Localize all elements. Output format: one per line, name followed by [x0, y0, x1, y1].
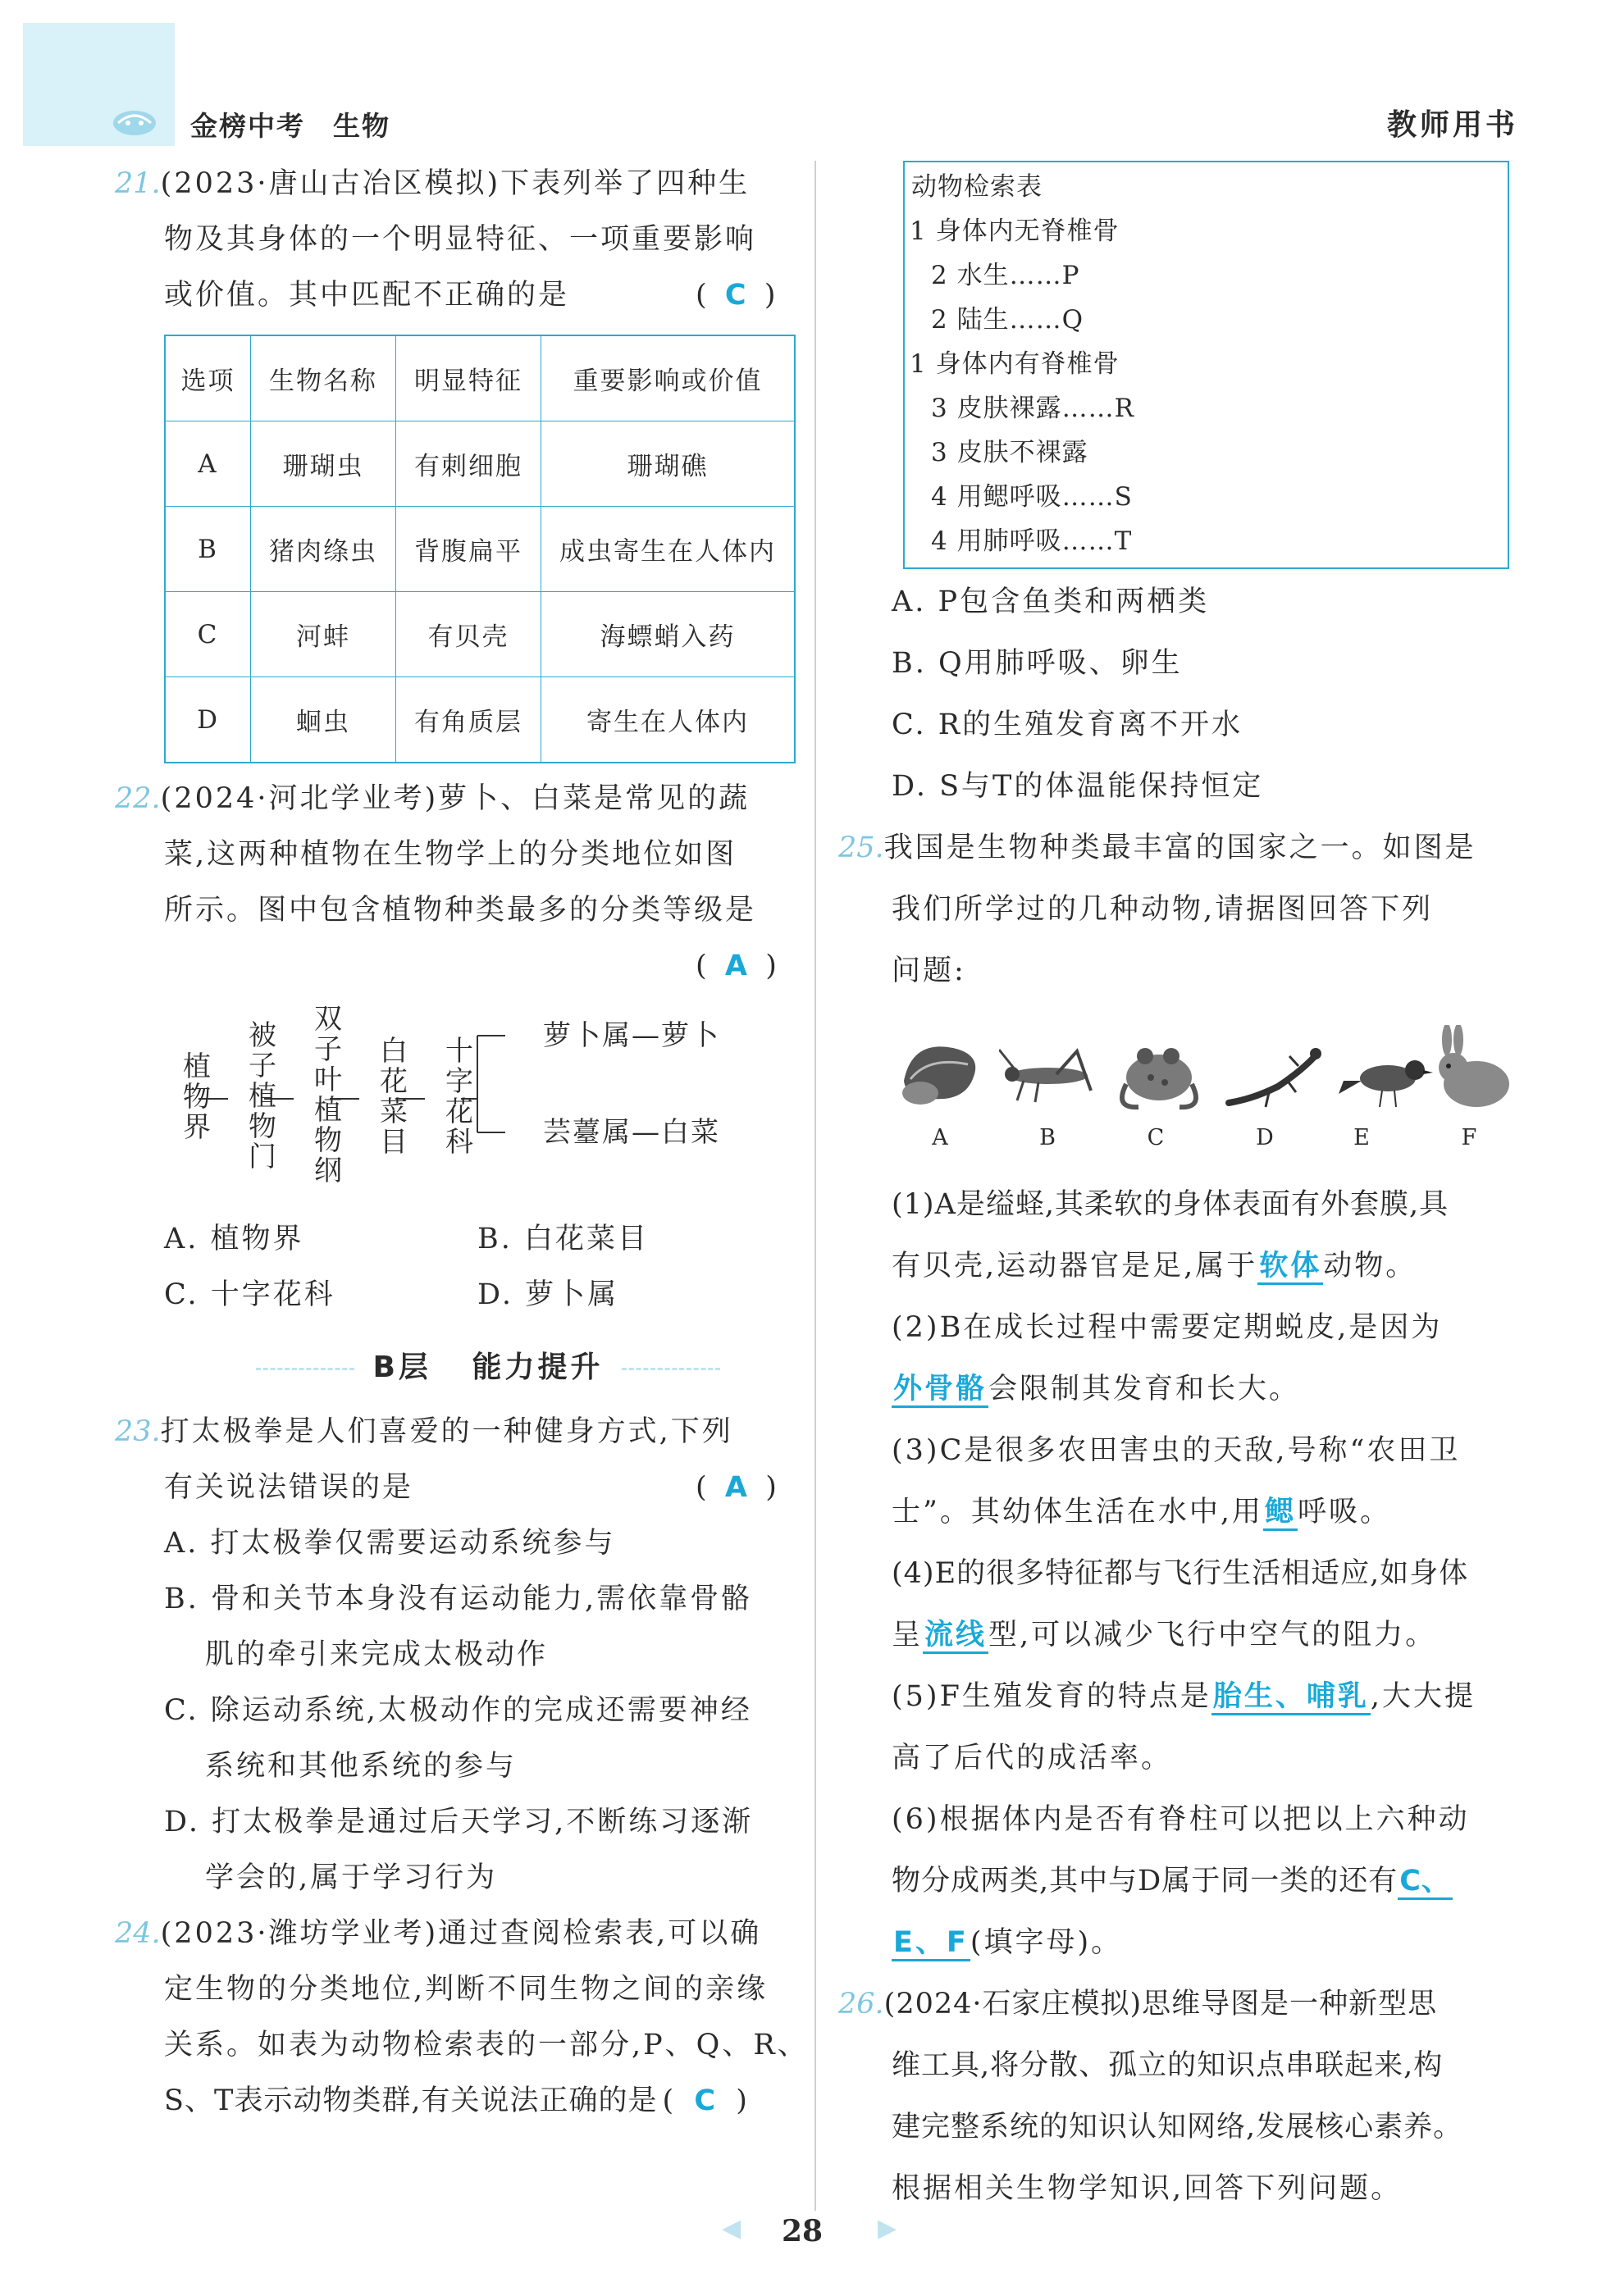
- section-level: B层: [372, 1351, 431, 1384]
- animal-label: E: [1353, 1125, 1370, 1150]
- option-c: C. R的生殖发育离不开水: [892, 708, 1243, 741]
- question-number: 24.: [115, 1917, 161, 1950]
- table-cell: 蛔虫: [251, 677, 396, 763]
- subject-name: 生物: [333, 110, 390, 142]
- sub-question-text: 型,可以减少飞行中空气的阻力。: [988, 1619, 1437, 1651]
- tree-level-class: 双 子 叶 植 物 纲: [314, 1003, 342, 1187]
- animal-label: D: [1256, 1125, 1274, 1150]
- tree-branch-radish: 萝卜属—萝卜: [543, 1019, 720, 1052]
- fill-answer: C、: [1398, 1865, 1453, 1900]
- header-book-title: [190, 105, 390, 144]
- key-line: 3 皮肤裸露……R: [931, 394, 1134, 423]
- table-cell: 有刺细胞: [396, 421, 541, 507]
- tree-branch-cabbage: 芸薹属—白菜: [543, 1116, 720, 1149]
- tree-level-kingdom: 植 物 界: [183, 1050, 211, 1144]
- option-c-cont: 系统和其他系统的参与: [205, 1750, 518, 1783]
- sub-question-text: 士”。其幼体生活在水中,用: [892, 1496, 1264, 1528]
- sub-question-text: 高了后代的成活率。: [892, 1742, 1173, 1774]
- key-line: 4 用鳃呼吸……S: [931, 482, 1133, 512]
- option-d: D. S与T的体温能保持恒定: [892, 770, 1264, 803]
- table-cell: 猪肉绦虫: [251, 507, 396, 592]
- animal-label: F: [1461, 1125, 1477, 1150]
- question-text-line: 关系。如表为动物检索表的一部分,P、Q、R、: [164, 2029, 809, 2061]
- table-cell: A: [165, 421, 251, 507]
- section-title: 能力提升: [472, 1351, 604, 1384]
- question-text-line: 定生物的分类地位,判断不同生物之间的亲缘: [164, 1973, 769, 2006]
- table-header: 选项: [165, 335, 251, 421]
- sub-question-text: 物分成两类,其中与D属于同一类的还有: [892, 1865, 1399, 1897]
- sub-question-6: (6)根据体内是否有脊柱可以把以上六种动: [892, 1803, 1470, 1836]
- clam-icon: [896, 1032, 986, 1114]
- book-name: 金榜中考: [190, 110, 305, 142]
- answer: C: [694, 2084, 717, 2117]
- option-a: A. P包含鱼类和两栖类: [892, 585, 1210, 618]
- table-header: 重要影响或价值: [541, 335, 796, 421]
- question-number: 25.: [838, 831, 884, 864]
- answer-bracket: ( A ): [696, 1471, 777, 1504]
- table-cell: 珊瑚礁: [541, 421, 796, 507]
- option-d: D. 打太极拳是通过后天学习,不断练习逐渐: [164, 1806, 754, 1838]
- question-text-line: 维工具,将分散、孤立的知识点串联起来,构: [892, 2049, 1444, 2082]
- question-text-line: 或价值。其中匹配不正确的是: [164, 279, 570, 312]
- prev-page-icon: ◀: [722, 2214, 741, 2243]
- sub-question-text: 动物。: [1323, 1250, 1417, 1282]
- question-text-line: 打太极拳是人们喜爱的一种健身方式,下列: [160, 1415, 733, 1448]
- answer-bracket: ( C ): [696, 279, 776, 312]
- question-text-line: 有关说法错误的是: [164, 1471, 414, 1504]
- table-header-row: [165, 335, 795, 421]
- option-c: C. 十字花科: [164, 1278, 335, 1311]
- page-number: 28: [782, 2214, 824, 2248]
- key-line: 1 身体内无脊椎骨: [910, 216, 1120, 246]
- sub-question-text: (填字母)。: [970, 1926, 1123, 1959]
- question-text-line: 建完整系统的知识认知网络,发展核心素养。: [892, 2111, 1463, 2143]
- option-a: A. 植物界: [164, 1223, 304, 1255]
- option-c: C. 除运动系统,太极动作的完成还需要神经: [164, 1694, 752, 1727]
- question-text-line: (2023·唐山古冶区模拟)下表列举了四种生: [160, 167, 751, 200]
- animal-label: A: [932, 1125, 948, 1150]
- animal-key-box: [903, 161, 1509, 569]
- table-cell: 有贝壳: [396, 592, 541, 677]
- option-a: A. 打太极拳仅需要运动系统参与: [164, 1527, 616, 1560]
- table-cell: D: [165, 677, 251, 763]
- sub-question-2: (2)B在成长过程中需要定期蜕皮,是因为: [892, 1311, 1443, 1344]
- table-header: 明显特征: [396, 335, 541, 421]
- answer-bracket: ( A ): [696, 950, 777, 982]
- sub-question-1: (1)A是缢蛏,其柔软的身体表面有外套膜,具: [892, 1188, 1449, 1221]
- answer-bracket: ( C ): [662, 2084, 748, 2117]
- question-text-line: 物及其身体的一个明显特征、一项重要影响: [164, 223, 757, 256]
- table-row: [165, 507, 795, 592]
- sub-question-text: ,大大提: [1370, 1680, 1476, 1713]
- sub-question-4: (4)E的很多特征都与飞行生活相适应,如身体: [892, 1557, 1469, 1590]
- fill-answer: 鳃: [1263, 1496, 1298, 1531]
- sub-question-3: (3)C是很多农田害虫的天敌,号称“农田卫: [892, 1434, 1461, 1467]
- option-d: D. 萝卜属: [477, 1278, 619, 1311]
- table-row: [165, 592, 795, 677]
- sub-question-text: 呼吸。: [1298, 1496, 1392, 1528]
- sparrow-icon: [1337, 1041, 1435, 1115]
- key-line: 1 身体内有脊椎骨: [910, 349, 1120, 379]
- fill-answer: 流线: [923, 1619, 988, 1654]
- table-cell: 珊瑚虫: [251, 421, 396, 507]
- fill-answer: 外骨骼: [892, 1373, 988, 1408]
- table-cell: 海螵蛸入药: [541, 592, 796, 677]
- animal-label: B: [1039, 1125, 1056, 1150]
- option-d-cont: 学会的,属于学习行为: [205, 1861, 498, 1894]
- edition-label: 教师用书: [1386, 108, 1518, 142]
- key-title: 动物检索表: [911, 172, 1043, 202]
- question-number: 21.: [115, 167, 161, 200]
- table-cell: 寄生在人体内: [541, 677, 796, 763]
- question-text-line: (2023·潍坊学业考)通过查阅检索表,可以确: [160, 1917, 762, 1950]
- book-logo-icon: [112, 105, 157, 138]
- lizard-icon: [1221, 1041, 1327, 1115]
- option-b: B. 白花菜目: [477, 1223, 649, 1255]
- question-number: 26.: [838, 1988, 884, 2020]
- question-number: 22.: [115, 782, 161, 815]
- next-page-icon: ▶: [878, 2214, 897, 2243]
- key-line: 2 陆生……Q: [931, 305, 1084, 335]
- table-header: 生物名称: [251, 335, 396, 421]
- fill-answer: 胎生、哺乳: [1211, 1680, 1371, 1715]
- table-row: [165, 421, 795, 507]
- question-text-line: (2024·河北学业考)萝卜、白菜是常见的蔬: [160, 782, 751, 815]
- rabbit-icon: [1426, 1025, 1516, 1115]
- table-cell: 有角质层: [396, 677, 541, 763]
- question-text-line: 我们所学过的几种动物,请据图回答下列: [892, 893, 1434, 926]
- question-number: 23.: [115, 1415, 161, 1448]
- key-line: 4 用肺呼吸……T: [931, 526, 1133, 556]
- sub-question-5: (5)F生殖发育的特点是: [892, 1680, 1211, 1713]
- option-b: B. 骨和关节本身没有运动能力,需依靠骨骼: [164, 1583, 753, 1615]
- question-text-line: (2024·石家庄模拟)思维导图是一种新型思: [883, 1988, 1438, 2020]
- table-cell: C: [165, 592, 251, 677]
- column-divider: [814, 161, 816, 2211]
- question-text-line: 根据相关生物学知识,回答下列问题。: [892, 2172, 1403, 2205]
- table-cell: B: [165, 507, 251, 592]
- question-text-line: 问题:: [892, 954, 966, 987]
- section-heading: [205, 1345, 771, 1391]
- question-text-line: 我国是生物种类最丰富的国家之一。如图是: [883, 831, 1476, 864]
- question-text-line: 所示。图中包含植物种类最多的分类等级是: [164, 894, 757, 927]
- sub-question-text: 会限制其发育和长大。: [988, 1373, 1301, 1405]
- answer: A: [724, 1471, 747, 1504]
- key-line: 3 皮肤不裸露: [931, 438, 1088, 467]
- divider: [622, 1368, 720, 1370]
- divider: [256, 1368, 354, 1370]
- frog-icon: [1114, 1035, 1204, 1113]
- answer: A: [724, 950, 747, 982]
- question-text-line: S、T表示动物类群,有关说法正确的是: [164, 2084, 658, 2117]
- table-row: [165, 677, 795, 763]
- key-line: 2 水生……P: [931, 261, 1080, 290]
- grasshopper-icon: [999, 1041, 1097, 1107]
- option-b-cont: 肌的牵引来完成太极动作: [205, 1638, 549, 1671]
- tree-level-order: 白 花 菜 目: [380, 1035, 408, 1159]
- table-cell: 河蚌: [251, 592, 396, 677]
- table-cell: 背腹扁平: [396, 507, 541, 592]
- table-cell: 成虫寄生在人体内: [541, 507, 796, 592]
- tree-level-phylum: 被 子 植 物 门: [249, 1019, 276, 1173]
- tree-level-family: 十 字 花 科: [445, 1035, 473, 1159]
- data-table: [164, 335, 796, 763]
- answer: C: [724, 279, 746, 312]
- option-b: B. Q用肺呼吸、卵生: [892, 647, 1183, 680]
- fill-answer: 软体: [1257, 1250, 1323, 1285]
- fill-answer: E、F: [892, 1926, 970, 1961]
- sub-question-text: 呈: [892, 1619, 924, 1651]
- animal-label: C: [1147, 1125, 1165, 1150]
- sub-question-text: 有贝壳,运动器官是足,属于: [892, 1250, 1258, 1282]
- question-text-line: 菜,这两种植物在生物学上的分类地位如图: [164, 838, 737, 871]
